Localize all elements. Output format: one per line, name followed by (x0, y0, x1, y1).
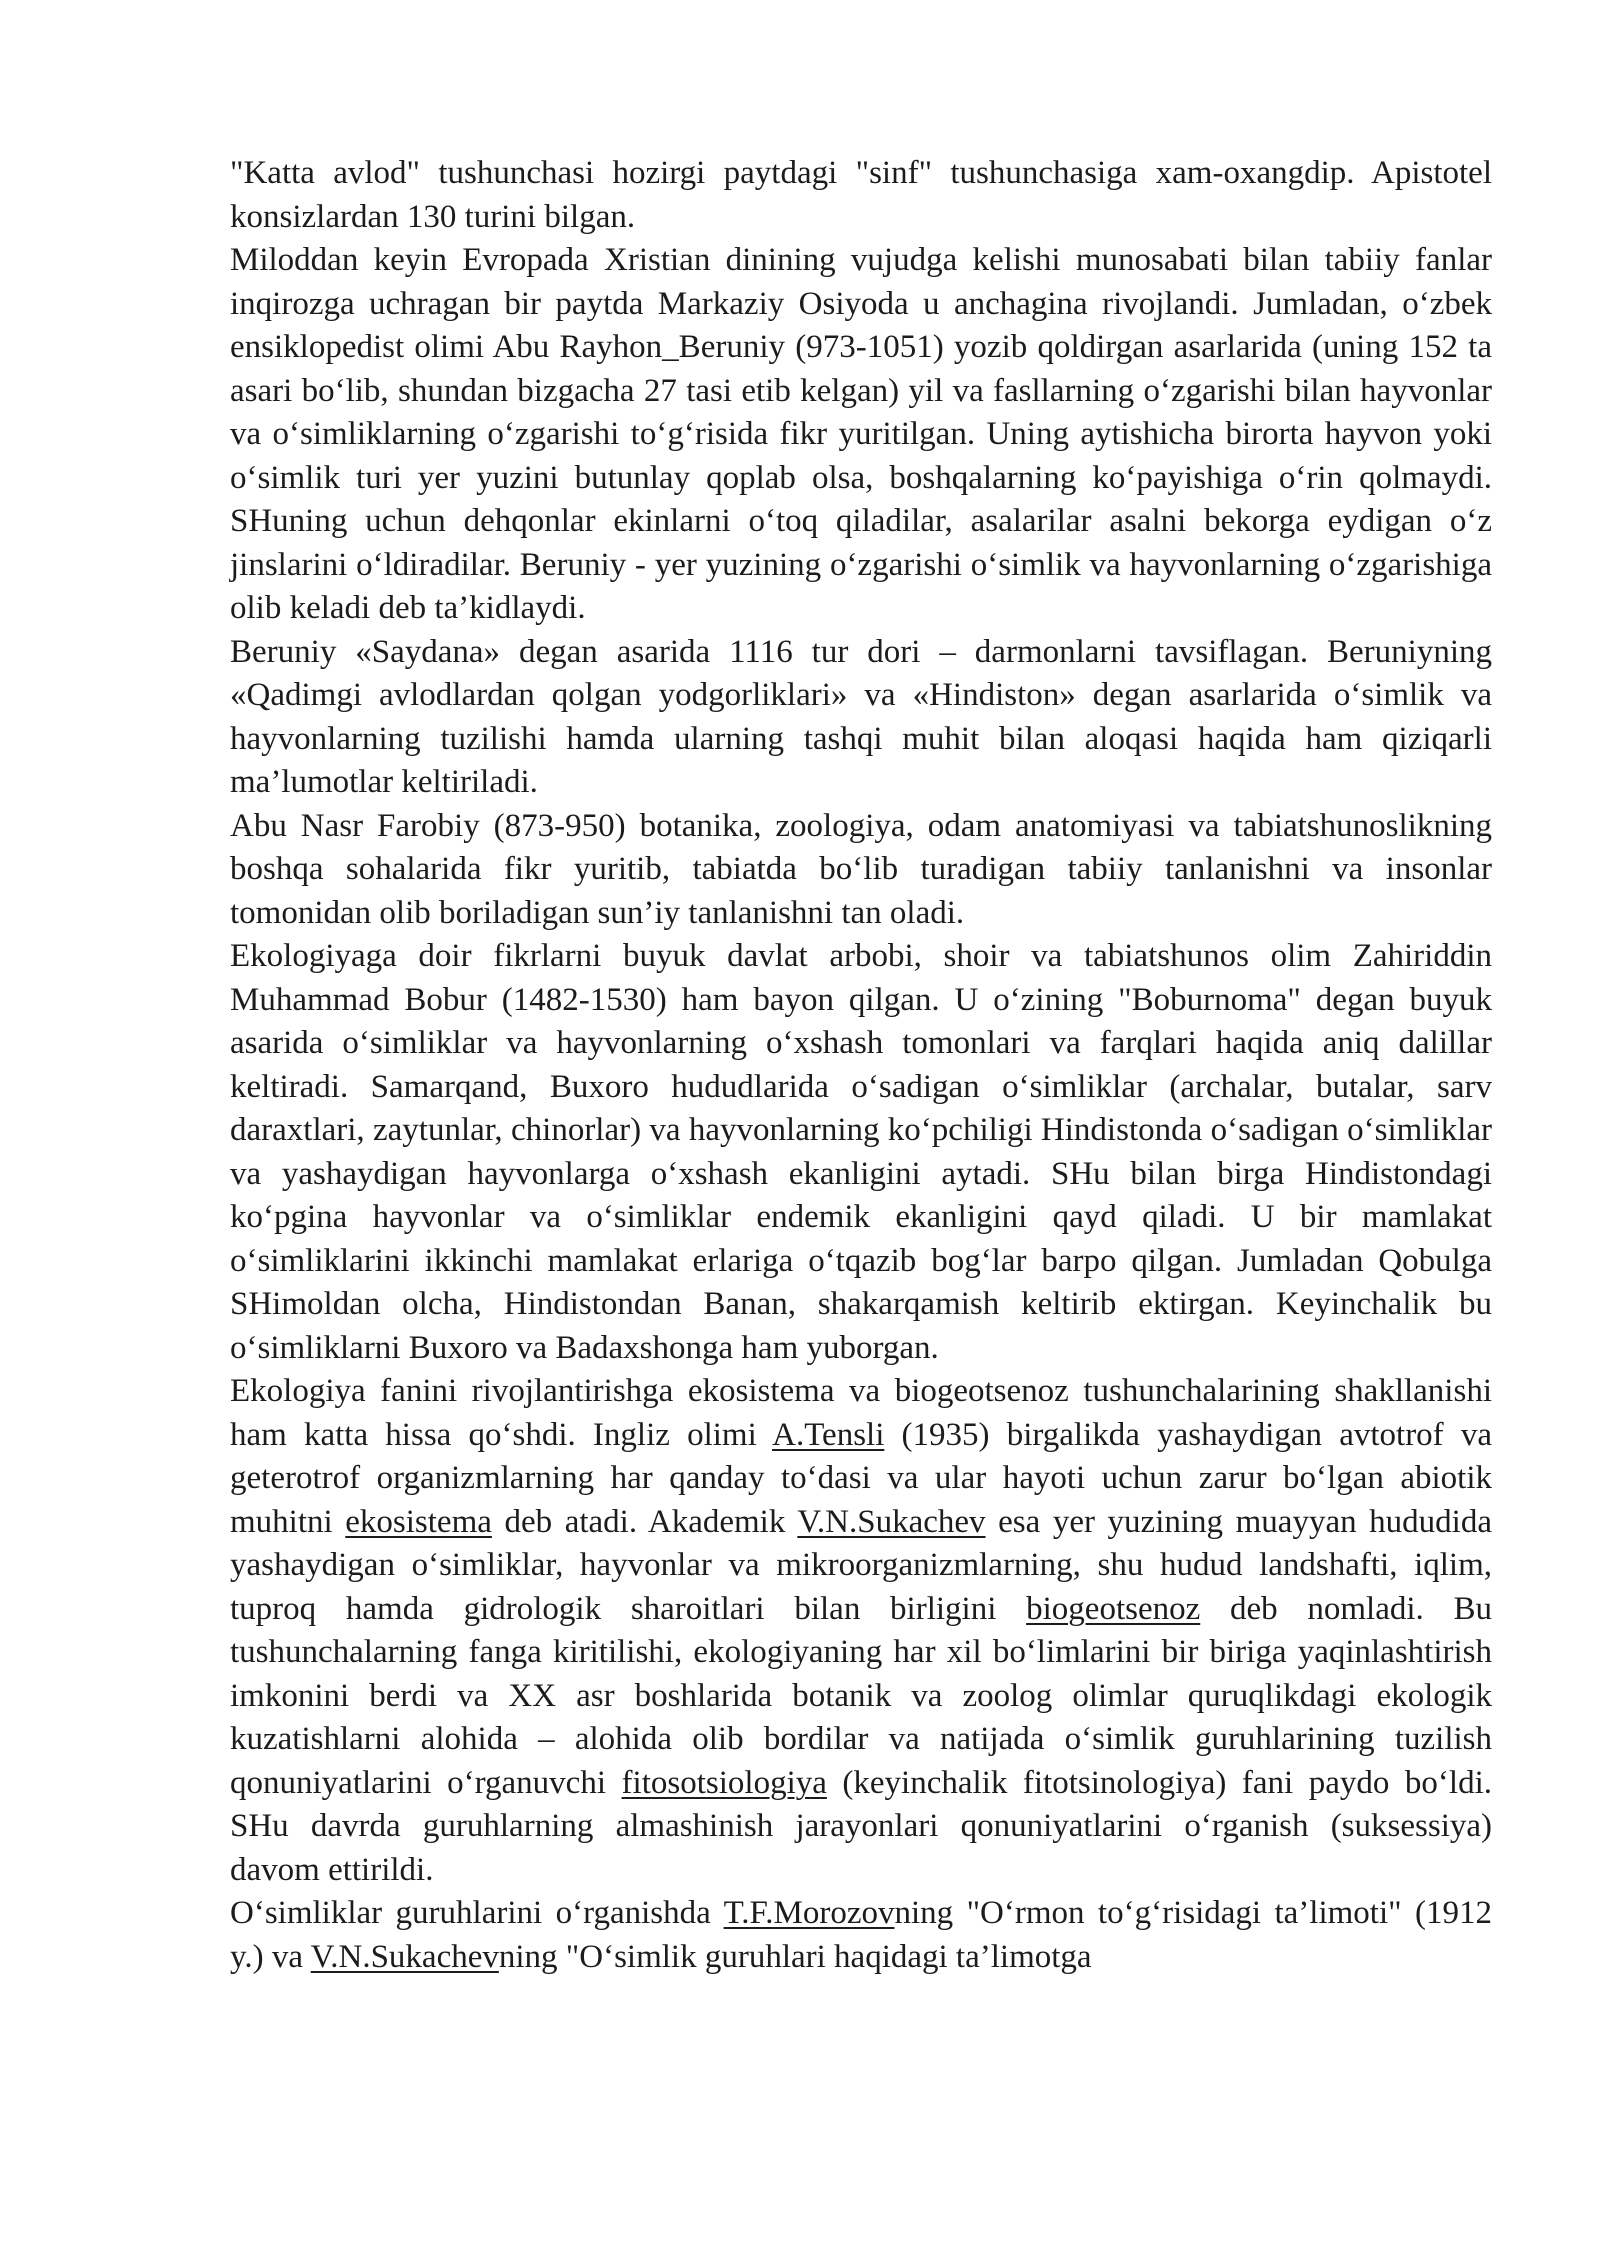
link-fitosotsiologiya[interactable]: fitosotsiologiya (621, 1764, 827, 1801)
link-biogeotsenoz[interactable]: biogeotsenoz (1026, 1590, 1201, 1627)
paragraph-beruniy-intro: Miloddan keyin Evropada Xristian dinining vujudga kelishi munosabati bilan tabiiy fanlar inqirozga uchragan bir paytda Markaziy Osiyoda u anchagina rivojlandi. Jumladan, o‘zbek ensiklopedist olimi Abu Rayhon_Beruniy (973-1051) yozib qoldirgan asarlarida (uning 152 ta asari bo‘lib, shundan bizgacha 27 tasi etib kelgan) yil va fasllarning o‘zgarishi bilan hayvonlar va o‘simliklarning o‘zgarishi to‘g‘risida fikr yuritilgan. Uning aytishicha birorta hayvon yoki o‘simlik turi yer yuzini butunlay qoplab olsa, boshqalarning ko‘payishiga o‘rin qolmaydi. SHuning uchun dehqonlar ekinlarni o‘toq qiladilar, asalarilar asalni bekorga eydigan o‘z jinslarini o‘ldiradilar. Beruniy - yer yuzining o‘zgarishi o‘simlik va hayvonlarning o‘zgarishiga olib keladi deb ta’kidlaydi. (230, 242, 1492, 626)
text-run: ning "O‘rmon to‘g‘risidagi ta’limoti" (1912 y.) va (230, 1895, 1492, 1975)
text-run: Ekologiya fanini rivojlantirishga ekosistema va biogeotsenoz tushunchalarining shakllanishi ham katta hissa qo‘shdi. Ingliz olimi (230, 1373, 1492, 1453)
paragraph-katta-avlod: "Katta avlod" tushunchasi hozirgi paytdagi "sinf" tushunchasiga xam-oxangdip. Apistotel konsizlardan 130 turini bilgan. (230, 155, 1492, 235)
link-ekosistema[interactable]: ekosistema (345, 1503, 492, 1540)
text-run: ning "O‘simlik guruhlari haqidagi ta’limotga (498, 1938, 1092, 1975)
text-run: (1935) birgalikda yashaydigan avtotrof va geterotrof organizmlarning har qanday to‘dasi va ular hayoti uchun zarur bo‘lgan abiotik muhitni (230, 1416, 1493, 1540)
text-run: O‘simliklar guruhlarini o‘rganishda (230, 1895, 724, 1931)
paragraph-saydana: Beruniy «Saydana» degan asarida 1116 tur dori – darmonlarni tavsiflagan. Beruniyning «Qadimgi avlodlardan qolgan yodgorliklari» va «Hindiston» degan asarlarida o‘simlik va hayvonlarning tuzilishi hamda ularning tashqi muhit bilan aloqasi haqida ham qiziqarli ma’lumotlar keltiriladi. (230, 633, 1492, 800)
text-run: esa yer yuzining muayyan hududida yashaydigan o‘simliklar, hayvonlar va mikroorganizmlarning, shu hudud landshafti, iqlim, tuproq hamda gidrologik sharoitlari bilan birligini (230, 1503, 1492, 1627)
document-page (230, 152, 1492, 1979)
paragraph-morozov (230, 1892, 1492, 1979)
link-v-n-sukachev-2[interactable]: V.N.Sukachev (310, 1938, 499, 1975)
paragraph-farobiy: Abu Nasr Farobiy (873-950) botanika, zoologiya, odam anatomiyasi va tabiatshunoslikning boshqa sohalarida fikr yuritib, tabiatda bo‘lib turadigan tabiiy tanlanishni va insonlar tomonidan olib boriladigan sun’iy tanlanishni tan oladi. (230, 807, 1492, 931)
link-a-tensli[interactable]: A.Tensli (772, 1416, 885, 1453)
paragraph-ekosistema (230, 1370, 1492, 1892)
text-run: deb nomladi. Bu tushunchalarning fanga kiritilishi, ekologiyaning har xil bo‘limlarini bir biriga yaqinlashtirish imkonini berdi va XX asr boshlarida botanik va zoolog olimlar quruqlikdagi ekologik kuzatishlarni alohida – alohida olib bordilar va natijada o‘simlik guruhlarining tuzilish qonuniyatlarini o‘rganuvchi (230, 1590, 1493, 1801)
paragraph-bobur: Ekologiyaga doir fikrlarni buyuk davlat arbobi, shoir va tabiatshunos olim Zahiriddin Muhammad Bobur (1482-1530) ham bayon qilgan. U o‘zining "Boburnoma" degan buyuk asarida o‘simliklar va hayvonlarning o‘xshash tomonlari va farqlari haqida aniq dalillar keltiradi. Samarqand, Buxoro hududlarida o‘sadigan o‘simliklar (archalar, butalar, sarv daraxtlari, zaytunlar, chinorlar) va hayvonlarning ko‘pchiligi Hindistonda o‘sadigan o‘simliklar va yashaydigan hayvonlarga o‘xshash ekanligini aytadi. SHu bilan birga Hindistondagi ko‘pgina hayvonlar va o‘simliklar endemik ekanligini qayd qiladi. U bir mamlakat o‘simliklarini ikkinchi mamlakat erlariga o‘tqazib bog‘lar barpo qilgan. Jumladan Qobulga SHimoldan olcha, Hindistondan Banan, shakarqamish keltirib ektirgan. Keyinchalik bu o‘simliklarni Buxoro va Badaxshonga ham yuborgan. (230, 938, 1492, 1366)
text-run: deb atadi. Akademik (491, 1503, 798, 1540)
link-v-n-sukachev[interactable]: V.N.Sukachev (797, 1503, 986, 1540)
text-run: (keyinchalik fitotsinologiya) fani paydo bo‘ldi. SHu davrda guruhlarning almashinish jarayonlari qonuniyatlarini o‘rganish (suksessiya) davom ettirildi. (230, 1764, 1492, 1888)
link-t-f-morozov[interactable]: T.F.Morozov (723, 1895, 895, 1931)
